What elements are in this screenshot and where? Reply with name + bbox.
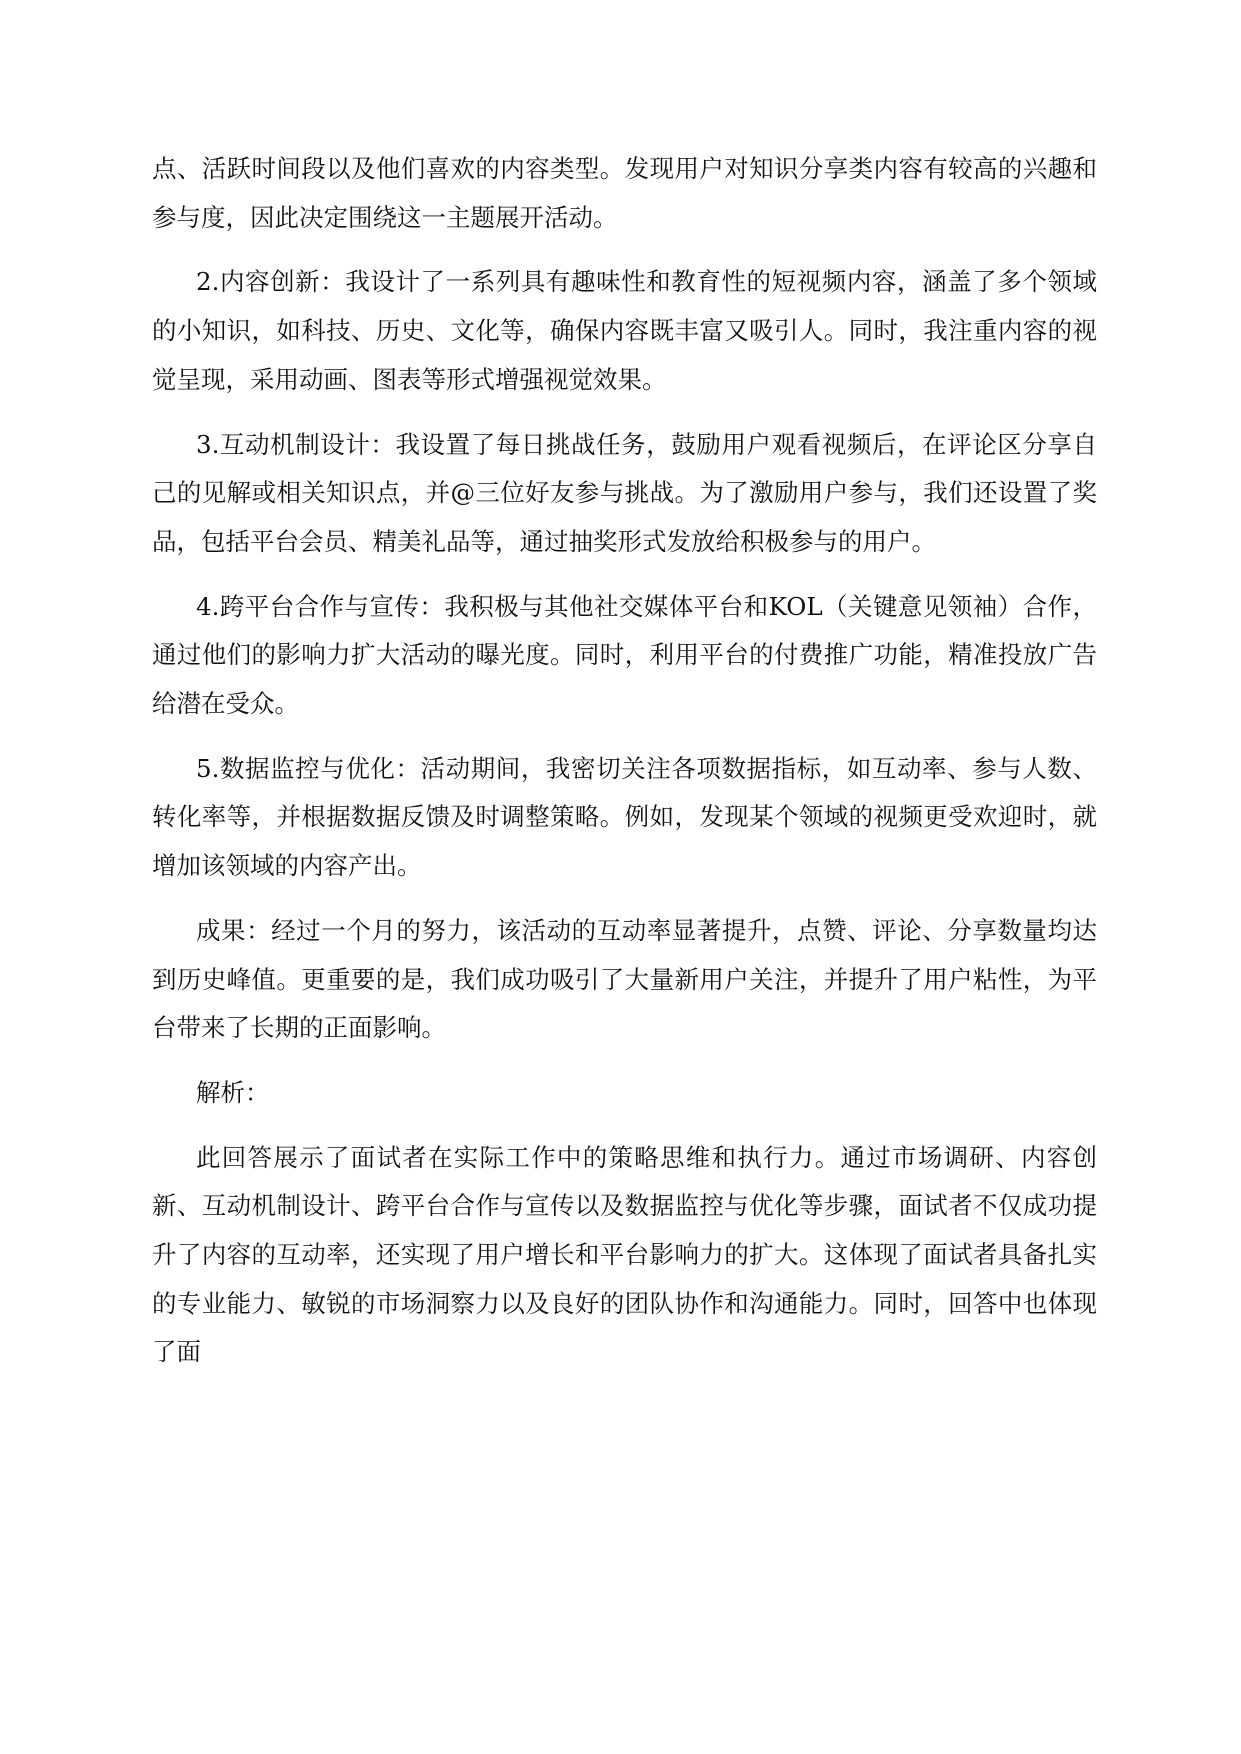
analysis-heading: 解析： — [196, 1077, 270, 1107]
paragraph-cross-platform: 4.跨平台合作与宣传：我积极与其他社交媒体平台和KOL（关键意见领袖）合作，通过他们的影响力扩大活动的曝光度。同时，利用平台的付费推广功能，精准投放广告给潜在受众。 — [152, 591, 1097, 719]
paragraph-market-research-continued: 点、活跃时间段以及他们喜欢的内容类型。发现用户对知识分享类内容有较高的兴趣和参与度，因此决定围绕这一主题展开活动。 — [152, 154, 1097, 232]
paragraph-results: 成果：经过一个月的努力，该活动的互动率显著提升，点赞、评论、分享数量均达到历史峰值。更重要的是，我们成功吸引了大量新用户关注，并提升了用户粘性，为平台带来了长期的正面影响。 — [152, 915, 1097, 1043]
document-body — [152, 145, 1097, 1393]
paragraph-content-innovation: 2.内容创新：我设计了一系列具有趣味性和教育性的短视频内容，涵盖了多个领域的小知识，如科技、历史、文化等，确保内容既丰富又吸引人。同时，我注重内容的视觉呈现，采用动画、图表等形式增强视觉效果。 — [152, 267, 1097, 394]
paragraph-data-monitoring: 5.数据监控与优化：活动期间，我密切关注各项数据指标，如互动率、参与人数、转化率等，并根据数据反馈及时调整策略。例如，发现某个领域的视频更受欢迎时，就增加该领域的内容产出。 — [152, 753, 1097, 881]
paragraph-analysis-body: 此回答展示了面试者在实际工作中的策略思维和执行力。通过市场调研、内容创新、互动机制设计、跨平台合作与宣传以及数据监控与优化等步骤，面试者不仅成功提升了内容的互动率，还实现了用户增长和平台影响力的扩大。这体现了面试者具备扎实的专业能力、敏锐的市场洞察力以及良好的团队协作和沟通能力。同时，回答中也体现了面 — [152, 1142, 1097, 1367]
paragraph-interaction-design: 3.互动机制设计：我设置了每日挑战任务，鼓励用户观看视频后，在评论区分享自己的见解或相关知识点，并@三位好友参与挑战。为了激励用户参与，我们还设置了奖品，包括平台会员、精美礼品等，通过抽奖形式发放给积极参与的用户。 — [152, 429, 1097, 556]
